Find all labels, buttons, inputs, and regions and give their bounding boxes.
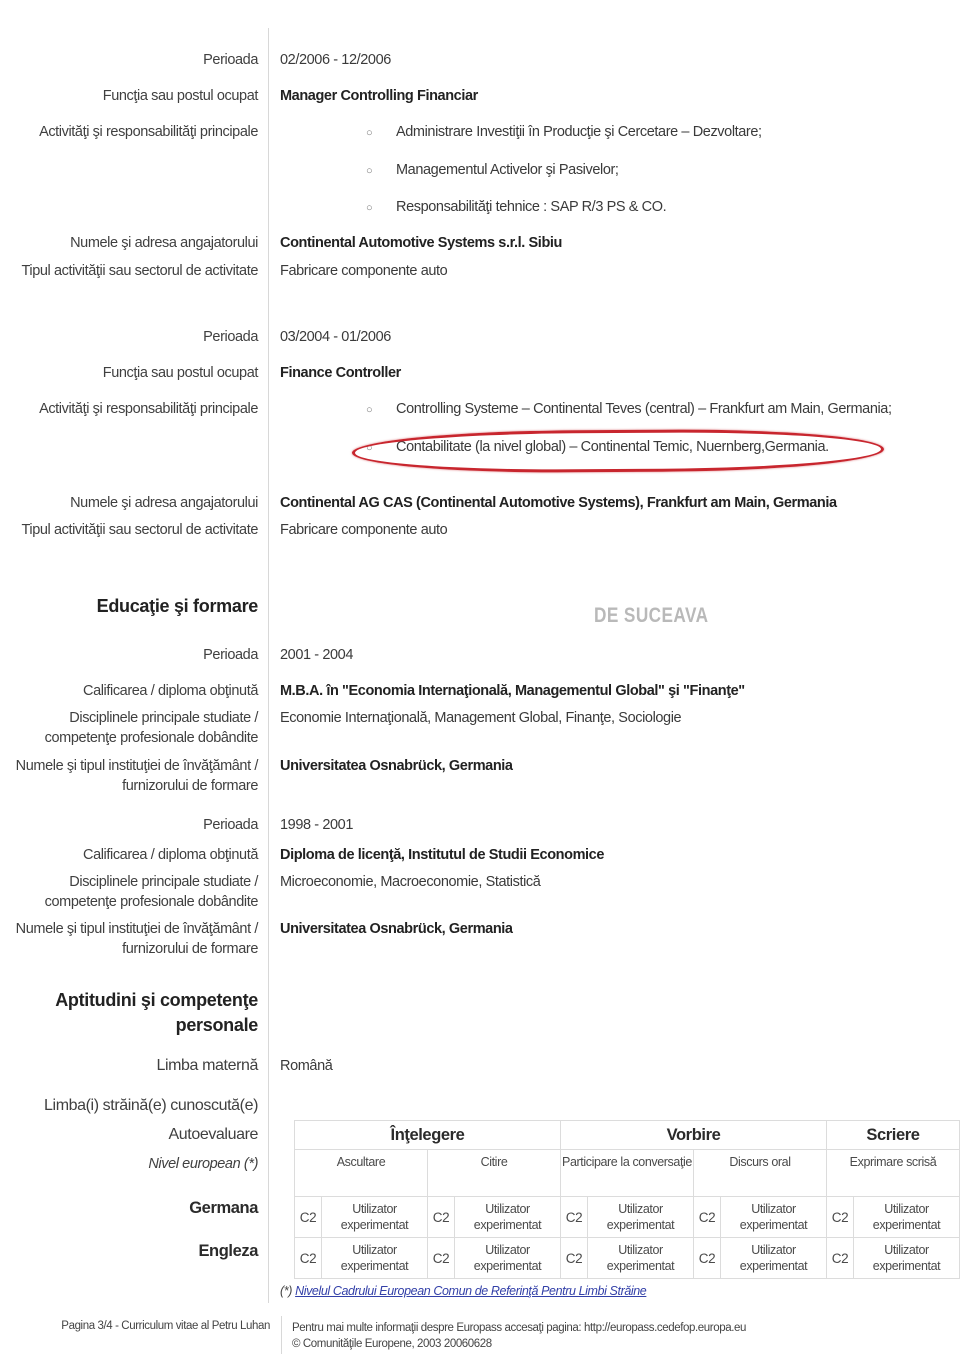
sector-value: Fabricare componente auto [280,263,448,279]
footer-info [292,1320,746,1352]
language-skills-table [294,1120,960,1279]
group-header: Înţelegere [295,1121,561,1150]
level-code: C2 [295,1238,322,1279]
subjects-value: Microeconomie, Macroeconomie, Statistică [280,874,541,890]
page-info: Pagina 3/4 - Curriculum vitae al Petru Luhan [61,1320,270,1332]
level-desc: Utilizator experimentat [588,1238,694,1279]
language-name: Germana [189,1199,258,1217]
bullet-icon: ○ [366,127,373,139]
red-highlight-circle [352,428,884,474]
footer-divider [281,1316,282,1354]
position-label: Funcţia sau postul ocupat [102,88,258,104]
subjects-label: Disciplinele principale studiate / competenţe profesionale dobândite [44,710,258,746]
level-code: C2 [694,1197,721,1238]
period-label: Perioada [203,817,258,833]
level-desc: Utilizator experimentat [455,1197,561,1238]
employer-value: Continental AG CAS (Continental Automotive Systems), Frankfurt am Main, Germania [280,495,837,511]
mother-tongue-label: Limba maternă [156,1057,258,1074]
qualification-value: Diploma de licenţă, Institutul de Studii Economice [280,847,605,863]
europass-info-line: Pentru mai multe informaţii despre Europass accesaţi pagina: http://europass.cedefop.europa.eu [292,1322,746,1334]
institution-value: Universitatea Osnabrück, Germania [280,921,513,937]
level-code: C2 [561,1197,588,1238]
period-value: 2001 - 2004 [280,647,353,663]
level-code: C2 [827,1238,854,1279]
language-name: Engleza [198,1242,258,1260]
employer-label: Numele şi adresa angajatorului [70,235,258,251]
group-header: Vorbire [561,1121,827,1150]
position-value: Finance Controller [280,365,401,381]
activities-label: Activităţi şi responsabilităţi principale [39,124,258,140]
activity-item: Managementul Activelor şi Pasivelor; [396,162,619,178]
institution-value: Universitatea Osnabrück, Germania [280,758,513,774]
level-desc: Utilizator experimentat [455,1238,561,1279]
bullet-icon: ○ [366,202,373,214]
european-level-label: Nivel european (*) [148,1156,258,1172]
position-label: Funcţia sau postul ocupat [102,365,258,381]
sector-label: Tipul activităţii sau sectorul de activitate [21,522,258,538]
mother-tongue-value: Română [280,1058,333,1074]
level-desc: Utilizator experimentat [854,1197,960,1238]
bullet-icon: ○ [366,404,373,416]
activity-item-highlighted: Contabilitate (la nivel global) – Continental Temic, Nuernberg,Germania. [396,439,829,455]
foreign-languages-label: Limba(i) străină(e) cunoscută(e) [44,1097,258,1114]
qualification-label: Calificarea / diploma obţinută [83,847,258,863]
group-header: Scriere [827,1121,960,1150]
level-code: C2 [295,1197,322,1238]
qualification-label: Calificarea / diploma obţinută [83,683,258,699]
subjects-label: Disciplinele principale studiate / competenţe profesionale dobândite [44,874,258,910]
level-desc: Utilizator experimentat [588,1197,694,1238]
section-title-skills-cont: personale [175,1015,258,1035]
institution-label: Numele şi tipul instituţiei de învăţământ / furnizorului de formare [15,921,258,957]
level-desc: Utilizator experimentat [854,1238,960,1279]
bullet-icon: ○ [366,442,373,454]
table-row [295,1238,960,1279]
cefr-link[interactable]: Nivelul Cadrului European Comun de Referinţă Pentru Limbi Străine [295,1284,647,1298]
activity-item: Responsabilităţi tehnice : SAP R/3 PS & CO. [396,199,667,215]
period-label: Perioada [203,52,258,68]
activity-item: Administrare Investiţii în Producţie şi Cercetare – Dezvoltare; [396,124,762,140]
bullet-icon: ○ [366,165,373,177]
activities-label: Activităţi şi responsabilităţi principale [39,401,258,417]
qualification-value: M.B.A. în "Economia Internaţională, Managementul Global" şi "Finanţe" [280,683,745,699]
sub-header: Exprimare scrisă [827,1150,960,1197]
employer-label: Numele şi adresa angajatorului [70,495,258,511]
level-code: C2 [694,1238,721,1279]
copyright-line: © Comunităţile Europene, 2003 20060628 [292,1338,492,1350]
column-divider [268,28,269,1303]
subjects-value: Economie Internaţională, Management Global, Finanţe, Sociologie [280,710,682,726]
sub-header: Participare la conversaţie [561,1150,694,1197]
position-value: Manager Controlling Financiar [280,88,478,104]
level-desc: Utilizator experimentat [721,1197,827,1238]
sector-value: Fabricare componente auto [280,522,448,538]
watermark-text: DE SUCEAVA [594,604,709,627]
level-code: C2 [827,1197,854,1238]
level-desc: Utilizator experimentat [322,1197,428,1238]
period-label: Perioada [203,647,258,663]
section-title-education: Educaţie şi formare [96,596,258,616]
level-code: C2 [428,1197,455,1238]
level-desc: Utilizator experimentat [322,1238,428,1279]
period-value: 02/2006 - 12/2006 [280,52,391,68]
level-desc: Utilizator experimentat [721,1238,827,1279]
table-row [295,1197,960,1238]
employer-value: Continental Automotive Systems s.r.l. Sibiu [280,235,562,251]
institution-label: Numele şi tipul instituţiei de învăţământ / furnizorului de formare [15,758,258,794]
level-code: C2 [561,1238,588,1279]
period-value: 03/2004 - 01/2006 [280,329,391,345]
section-title-skills: Aptitudini şi competenţe [55,990,258,1010]
sector-label: Tipul activităţii sau sectorul de activitate [21,263,258,279]
sub-header: Ascultare [295,1150,428,1197]
period-value: 1998 - 2001 [280,817,353,833]
period-label: Perioada [203,329,258,345]
level-code: C2 [428,1238,455,1279]
footnote-prefix: (*) [280,1284,296,1298]
sub-header: Discurs oral [694,1150,827,1197]
sub-header: Citire [428,1150,561,1197]
self-assessment-label: Autoevaluare [168,1126,258,1143]
footnote [280,1284,646,1298]
activity-item: Controlling Systeme – Continental Teves (central) – Frankfurt am Main, Germania; [396,401,892,417]
